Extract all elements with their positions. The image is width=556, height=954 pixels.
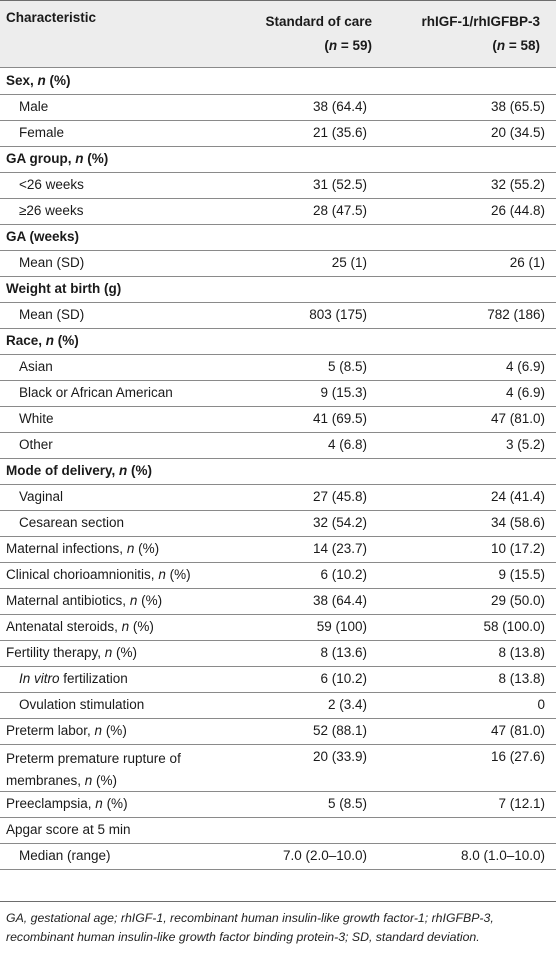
table-row	[0, 718, 556, 744]
table-row	[0, 94, 556, 120]
value-standard-of-care: 6 (10.2)	[320, 671, 367, 686]
value-rhigf: 8 (13.8)	[498, 645, 545, 660]
row-label: Preeclampsia, n (%)	[6, 796, 128, 811]
row-label: Mean (SD)	[19, 307, 85, 322]
table-row	[0, 744, 556, 791]
table-row	[0, 224, 556, 250]
row-label: Preterm premature rupture of membranes, n (%)	[6, 751, 181, 788]
table-row	[0, 250, 556, 276]
table-row	[0, 276, 556, 302]
row-label: Mode of delivery, n (%)	[6, 463, 153, 478]
value-standard-of-care: 7.0 (2.0–10.0)	[282, 848, 367, 863]
value-standard-of-care: 38 (64.4)	[312, 593, 367, 608]
value-rhigf: 16 (27.6)	[490, 749, 545, 764]
value-standard-of-care: 9 (15.3)	[320, 385, 367, 400]
row-divider	[0, 869, 556, 870]
table-row	[0, 666, 556, 692]
value-rhigf: 34 (58.6)	[490, 515, 545, 530]
value-standard-of-care: 2 (3.4)	[327, 697, 367, 712]
row-label: Vaginal	[19, 489, 64, 504]
value-standard-of-care: 803 (175)	[309, 307, 367, 322]
row-label: Weight at birth (g)	[6, 281, 122, 296]
table-row	[0, 198, 556, 224]
value-rhigf: 4 (6.9)	[505, 385, 545, 400]
row-label: Mean (SD)	[19, 255, 85, 270]
row-label: ≥26 weeks	[19, 203, 84, 218]
value-rhigf: 4 (6.9)	[505, 359, 545, 374]
value-rhigf: 9 (15.5)	[498, 567, 545, 582]
row-label: In vitro fertilization	[19, 671, 128, 686]
table-row	[0, 458, 556, 484]
table-row	[0, 172, 556, 198]
value-standard-of-care: 59 (100)	[316, 619, 367, 634]
table-row	[0, 432, 556, 458]
value-rhigf: 8.0 (1.0–10.0)	[460, 848, 545, 863]
value-standard-of-care: 4 (6.8)	[327, 437, 367, 452]
value-standard-of-care: 6 (10.2)	[320, 567, 367, 582]
header-col1-name: Standard of care	[265, 14, 372, 29]
value-rhigf: 3 (5.2)	[505, 437, 545, 452]
row-label: Antenatal steroids, n (%)	[6, 619, 154, 634]
row-label: Ovulation stimulation	[19, 697, 145, 712]
table-row	[0, 68, 556, 94]
value-standard-of-care: 5 (8.5)	[327, 796, 367, 811]
value-rhigf: 0	[537, 697, 545, 712]
value-standard-of-care: 20 (33.9)	[312, 749, 367, 764]
row-label: Preterm labor, n (%)	[6, 723, 127, 738]
value-standard-of-care: 21 (35.6)	[312, 125, 367, 140]
value-standard-of-care: 52 (88.1)	[312, 723, 367, 738]
table-row	[0, 354, 556, 380]
row-label: Black or African American	[19, 385, 173, 400]
value-rhigf: 8 (13.8)	[498, 671, 545, 686]
value-rhigf: 26 (44.8)	[490, 203, 545, 218]
value-standard-of-care: 41 (69.5)	[312, 411, 367, 426]
table-row	[0, 536, 556, 562]
row-label: Sex, n (%)	[6, 73, 71, 88]
row-label: Clinical chorioamnionitis, n (%)	[6, 567, 191, 582]
top-rule	[0, 0, 556, 1]
row-label: GA group, n (%)	[6, 151, 109, 166]
header-standard-of-care	[248, 10, 372, 58]
table-footnote: GA, gestational age; rhIGF-1, recombinant human insulin-like growth factor-1; rhIGFBP-3, recombinant human insulin-like growth factor binding protein-3; SD, standard deviation.	[6, 911, 494, 944]
table-row	[0, 640, 556, 666]
table-row	[0, 380, 556, 406]
bottom-rule	[0, 901, 556, 902]
row-label: Maternal infections, n (%)	[6, 541, 160, 556]
table-row	[0, 614, 556, 640]
value-standard-of-care: 5 (8.5)	[327, 359, 367, 374]
value-rhigf: 29 (50.0)	[490, 593, 545, 608]
header-rhigf	[387, 10, 540, 58]
row-label: Cesarean section	[19, 515, 125, 530]
table-row	[0, 843, 556, 869]
value-rhigf: 47 (81.0)	[490, 411, 545, 426]
table-row	[0, 302, 556, 328]
row-label: Apgar score at 5 min	[6, 822, 131, 837]
row-label: Fertility therapy, n (%)	[6, 645, 138, 660]
table-row	[0, 692, 556, 718]
row-label: Asian	[19, 359, 53, 374]
row-label: Female	[19, 125, 65, 140]
value-standard-of-care: 32 (54.2)	[312, 515, 367, 530]
value-rhigf: 32 (55.2)	[490, 177, 545, 192]
table-row	[0, 146, 556, 172]
value-rhigf: 10 (17.2)	[490, 541, 545, 556]
value-rhigf: 58 (100.0)	[483, 619, 545, 634]
table-row	[0, 120, 556, 146]
table-row	[0, 510, 556, 536]
header-col2-n: (n = 58)	[492, 38, 540, 53]
table-row	[0, 484, 556, 510]
row-label: Male	[19, 99, 49, 114]
table-row	[0, 328, 556, 354]
table-row	[0, 406, 556, 432]
value-rhigf: 26 (1)	[509, 255, 545, 270]
value-rhigf: 47 (81.0)	[490, 723, 545, 738]
header-characteristic: Characteristic	[6, 10, 97, 25]
value-standard-of-care: 31 (52.5)	[312, 177, 367, 192]
header-col2-name: rhIGF-1/rhIGFBP-3	[421, 14, 540, 29]
row-label: GA (weeks)	[6, 229, 80, 244]
value-standard-of-care: 8 (13.6)	[320, 645, 367, 660]
row-label: Other	[19, 437, 53, 452]
table-row	[0, 791, 556, 817]
value-standard-of-care: 38 (64.4)	[312, 99, 367, 114]
row-label: Race, n (%)	[6, 333, 79, 348]
value-standard-of-care: 28 (47.5)	[312, 203, 367, 218]
value-rhigf: 38 (65.5)	[490, 99, 545, 114]
table-header	[0, 0, 556, 67]
value-rhigf: 24 (41.4)	[490, 489, 545, 504]
value-standard-of-care: 25 (1)	[331, 255, 367, 270]
table-row	[0, 562, 556, 588]
value-rhigf: 7 (12.1)	[498, 796, 545, 811]
table-row	[0, 588, 556, 614]
row-label: Median (range)	[19, 848, 111, 863]
header-col1-n: (n = 59)	[324, 38, 372, 53]
table-row	[0, 817, 556, 843]
row-label: <26 weeks	[19, 177, 84, 192]
value-rhigf: 782 (186)	[487, 307, 545, 322]
value-standard-of-care: 27 (45.8)	[312, 489, 367, 504]
value-standard-of-care: 14 (23.7)	[312, 541, 367, 556]
row-label: White	[19, 411, 54, 426]
row-label: Maternal antibiotics, n (%)	[6, 593, 163, 608]
value-rhigf: 20 (34.5)	[490, 125, 545, 140]
